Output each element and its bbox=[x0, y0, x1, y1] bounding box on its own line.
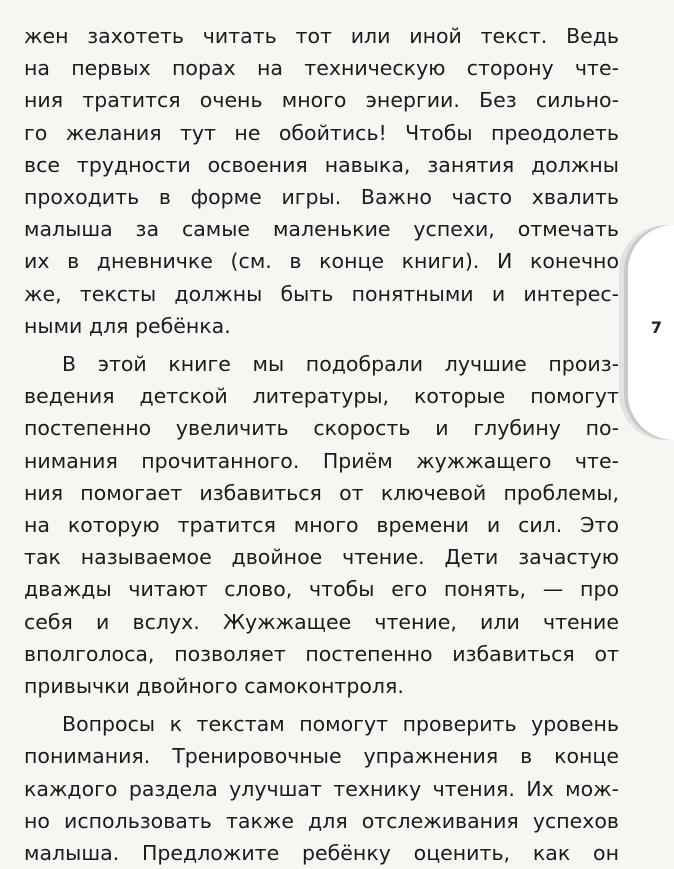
text-line: каждого раздела улучшат технику чтения. Их мож- bbox=[24, 776, 619, 801]
text-line: так называемое двойное чтение. Дети зачастую bbox=[24, 545, 619, 570]
paragraph-3 bbox=[24, 708, 619, 869]
text-line: но использовать также для отслеживания успехов bbox=[24, 808, 619, 833]
paragraph-2 bbox=[24, 348, 619, 702]
text-line: привычки двойного самоконтроля. bbox=[24, 674, 404, 699]
page-text bbox=[24, 20, 619, 869]
text-line: проходить в форме игры. Важно часто хвалить bbox=[24, 185, 619, 210]
text-line: малыша. Предложите ребёнку оценить, как он bbox=[24, 841, 619, 866]
text-line: на первых порах на техническую сторону чте- bbox=[24, 56, 619, 81]
text-line: себя и вслух. Жужжащее чтение, или чтение bbox=[24, 609, 619, 634]
text-line: постепенно увеличить скорость и глубину по- bbox=[24, 416, 619, 441]
text-line: дважды читают слово, чтобы его понять, — про bbox=[24, 577, 619, 602]
text-line: все трудности освоения навыка, занятия должны bbox=[24, 152, 619, 177]
text-line: ными для ребёнка. bbox=[24, 313, 231, 338]
text-line: ния тратится очень много энергии. Без сильно- bbox=[24, 88, 619, 113]
text-line: ния помогает избавиться от ключевой проблемы, bbox=[24, 480, 619, 505]
text-line: же, тексты должны быть понятными и интерес- bbox=[24, 281, 619, 306]
text-line: жен захотеть читать тот или иной текст. Ведь bbox=[24, 24, 619, 48]
text-line: понимания. Тренировочные упражнения в конце bbox=[24, 744, 619, 769]
text-line: на которую тратится много времени и сил. Это bbox=[24, 513, 619, 538]
text-line: го желания тут не обойтись! Чтобы преодолеть bbox=[24, 120, 619, 145]
text-line: Вопросы к текстам помогут проверить уровень bbox=[62, 712, 619, 737]
paragraph-1 bbox=[24, 20, 619, 342]
text-line: ведения детской литературы, которые помогут bbox=[24, 384, 619, 409]
text-line: малыша за самые маленькие успехи, отмечать bbox=[24, 217, 619, 242]
text-line: вполголоса, позволяет постепенно избавиться от bbox=[24, 641, 619, 666]
page-number: 7 bbox=[650, 318, 662, 337]
text-line: нимания прочитанного. Приём жужжащего чте- bbox=[24, 448, 619, 473]
text-line: В этой книге мы подобрали лучшие произ- bbox=[62, 352, 619, 377]
text-line: их в дневничке (см. в конце книги). И конечно bbox=[24, 249, 619, 274]
